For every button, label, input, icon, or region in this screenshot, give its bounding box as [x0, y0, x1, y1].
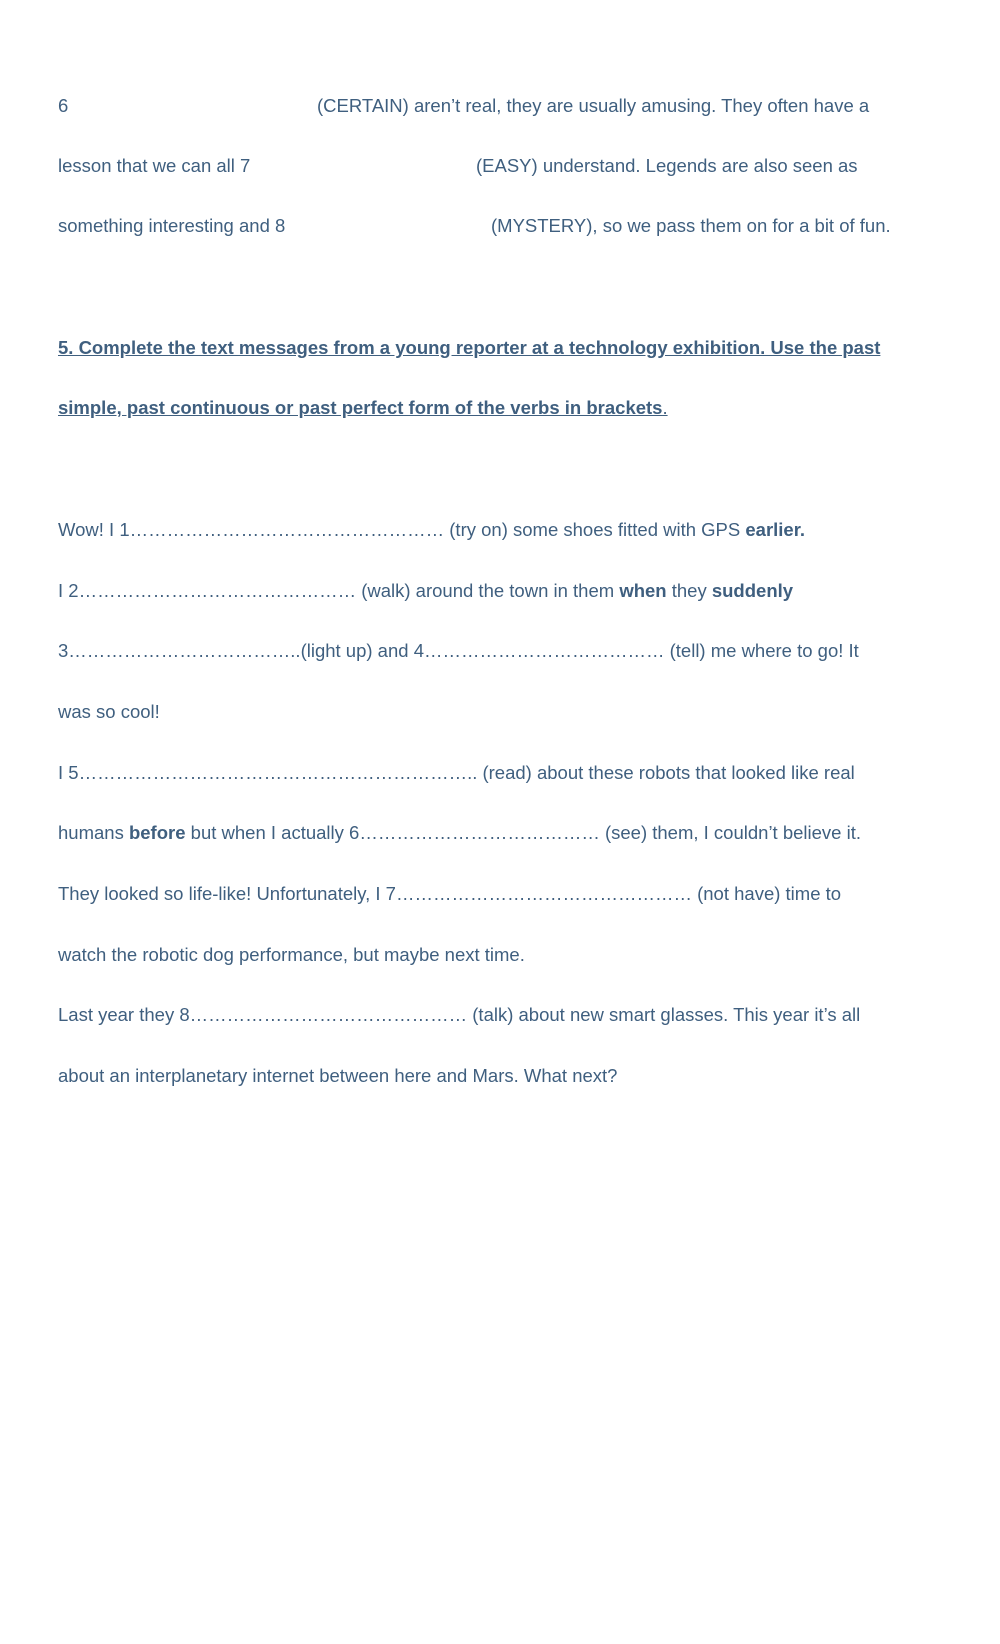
bold-before: before	[128, 822, 186, 843]
message-line-1-text: Wow! I 1…………………………………………… (try on) some shoes fitted with GPS	[58, 519, 746, 540]
text-line-3-start: something interesting and 8	[58, 215, 286, 236]
message-line-7: They looked so life-like! Unfortunately, I 7………………………………………… (not have) time to	[58, 883, 842, 904]
exercise-5-heading-line-1: 5. Complete the text messages from a young reporter at a technology exhibition. Use the past	[58, 337, 881, 358]
message-line-1	[58, 519, 805, 541]
heading-period: .	[662, 397, 668, 418]
message-line-6-rest: but when I actually 6………………………………… (see) them, I couldn’t believe it.	[185, 822, 861, 843]
heading-line-2-text: simple, past continuous or past perfect form of the verbs in brackets	[58, 397, 663, 418]
message-line-4: was so cool!	[58, 701, 160, 722]
message-line-10: about an interplanetary internet between here and Mars. What next?	[58, 1065, 618, 1086]
bold-when: when	[619, 580, 667, 601]
message-line-6-humans: humans	[58, 822, 129, 843]
text-line-1: (CERTAIN) aren’t real, they are usually amusing. They often have a	[317, 95, 870, 116]
message-line-5: I 5……………………………………………………….. (read) about these robots that looked like real	[58, 762, 855, 783]
message-line-2-they: they	[666, 580, 712, 601]
text-line-2-start: lesson that we can all 7	[58, 155, 251, 176]
message-line-9: Last year they 8……………………………………… (talk) about new smart glasses. This year it’s all	[58, 1004, 861, 1025]
text-line-2-rest: (EASY) understand. Legends are also seen as	[476, 155, 858, 176]
bold-earlier: earlier.	[745, 519, 806, 540]
message-line-2-text: I 2……………………………………… (walk) around the town in them	[58, 580, 620, 601]
message-line-3: 3………………………………..(light up) and 4………………………………… (tell) me where to go! It	[58, 640, 859, 661]
message-line-6	[58, 822, 861, 844]
exercise-5-heading-line-2	[58, 397, 668, 419]
gap-number-6: 6	[58, 95, 69, 116]
message-line-2	[58, 580, 793, 602]
text-line-3-rest: (MYSTERY), so we pass them on for a bit of fun.	[491, 215, 891, 236]
message-line-8: watch the robotic dog performance, but maybe next time.	[58, 944, 525, 965]
bold-suddenly: suddenly	[711, 580, 794, 601]
